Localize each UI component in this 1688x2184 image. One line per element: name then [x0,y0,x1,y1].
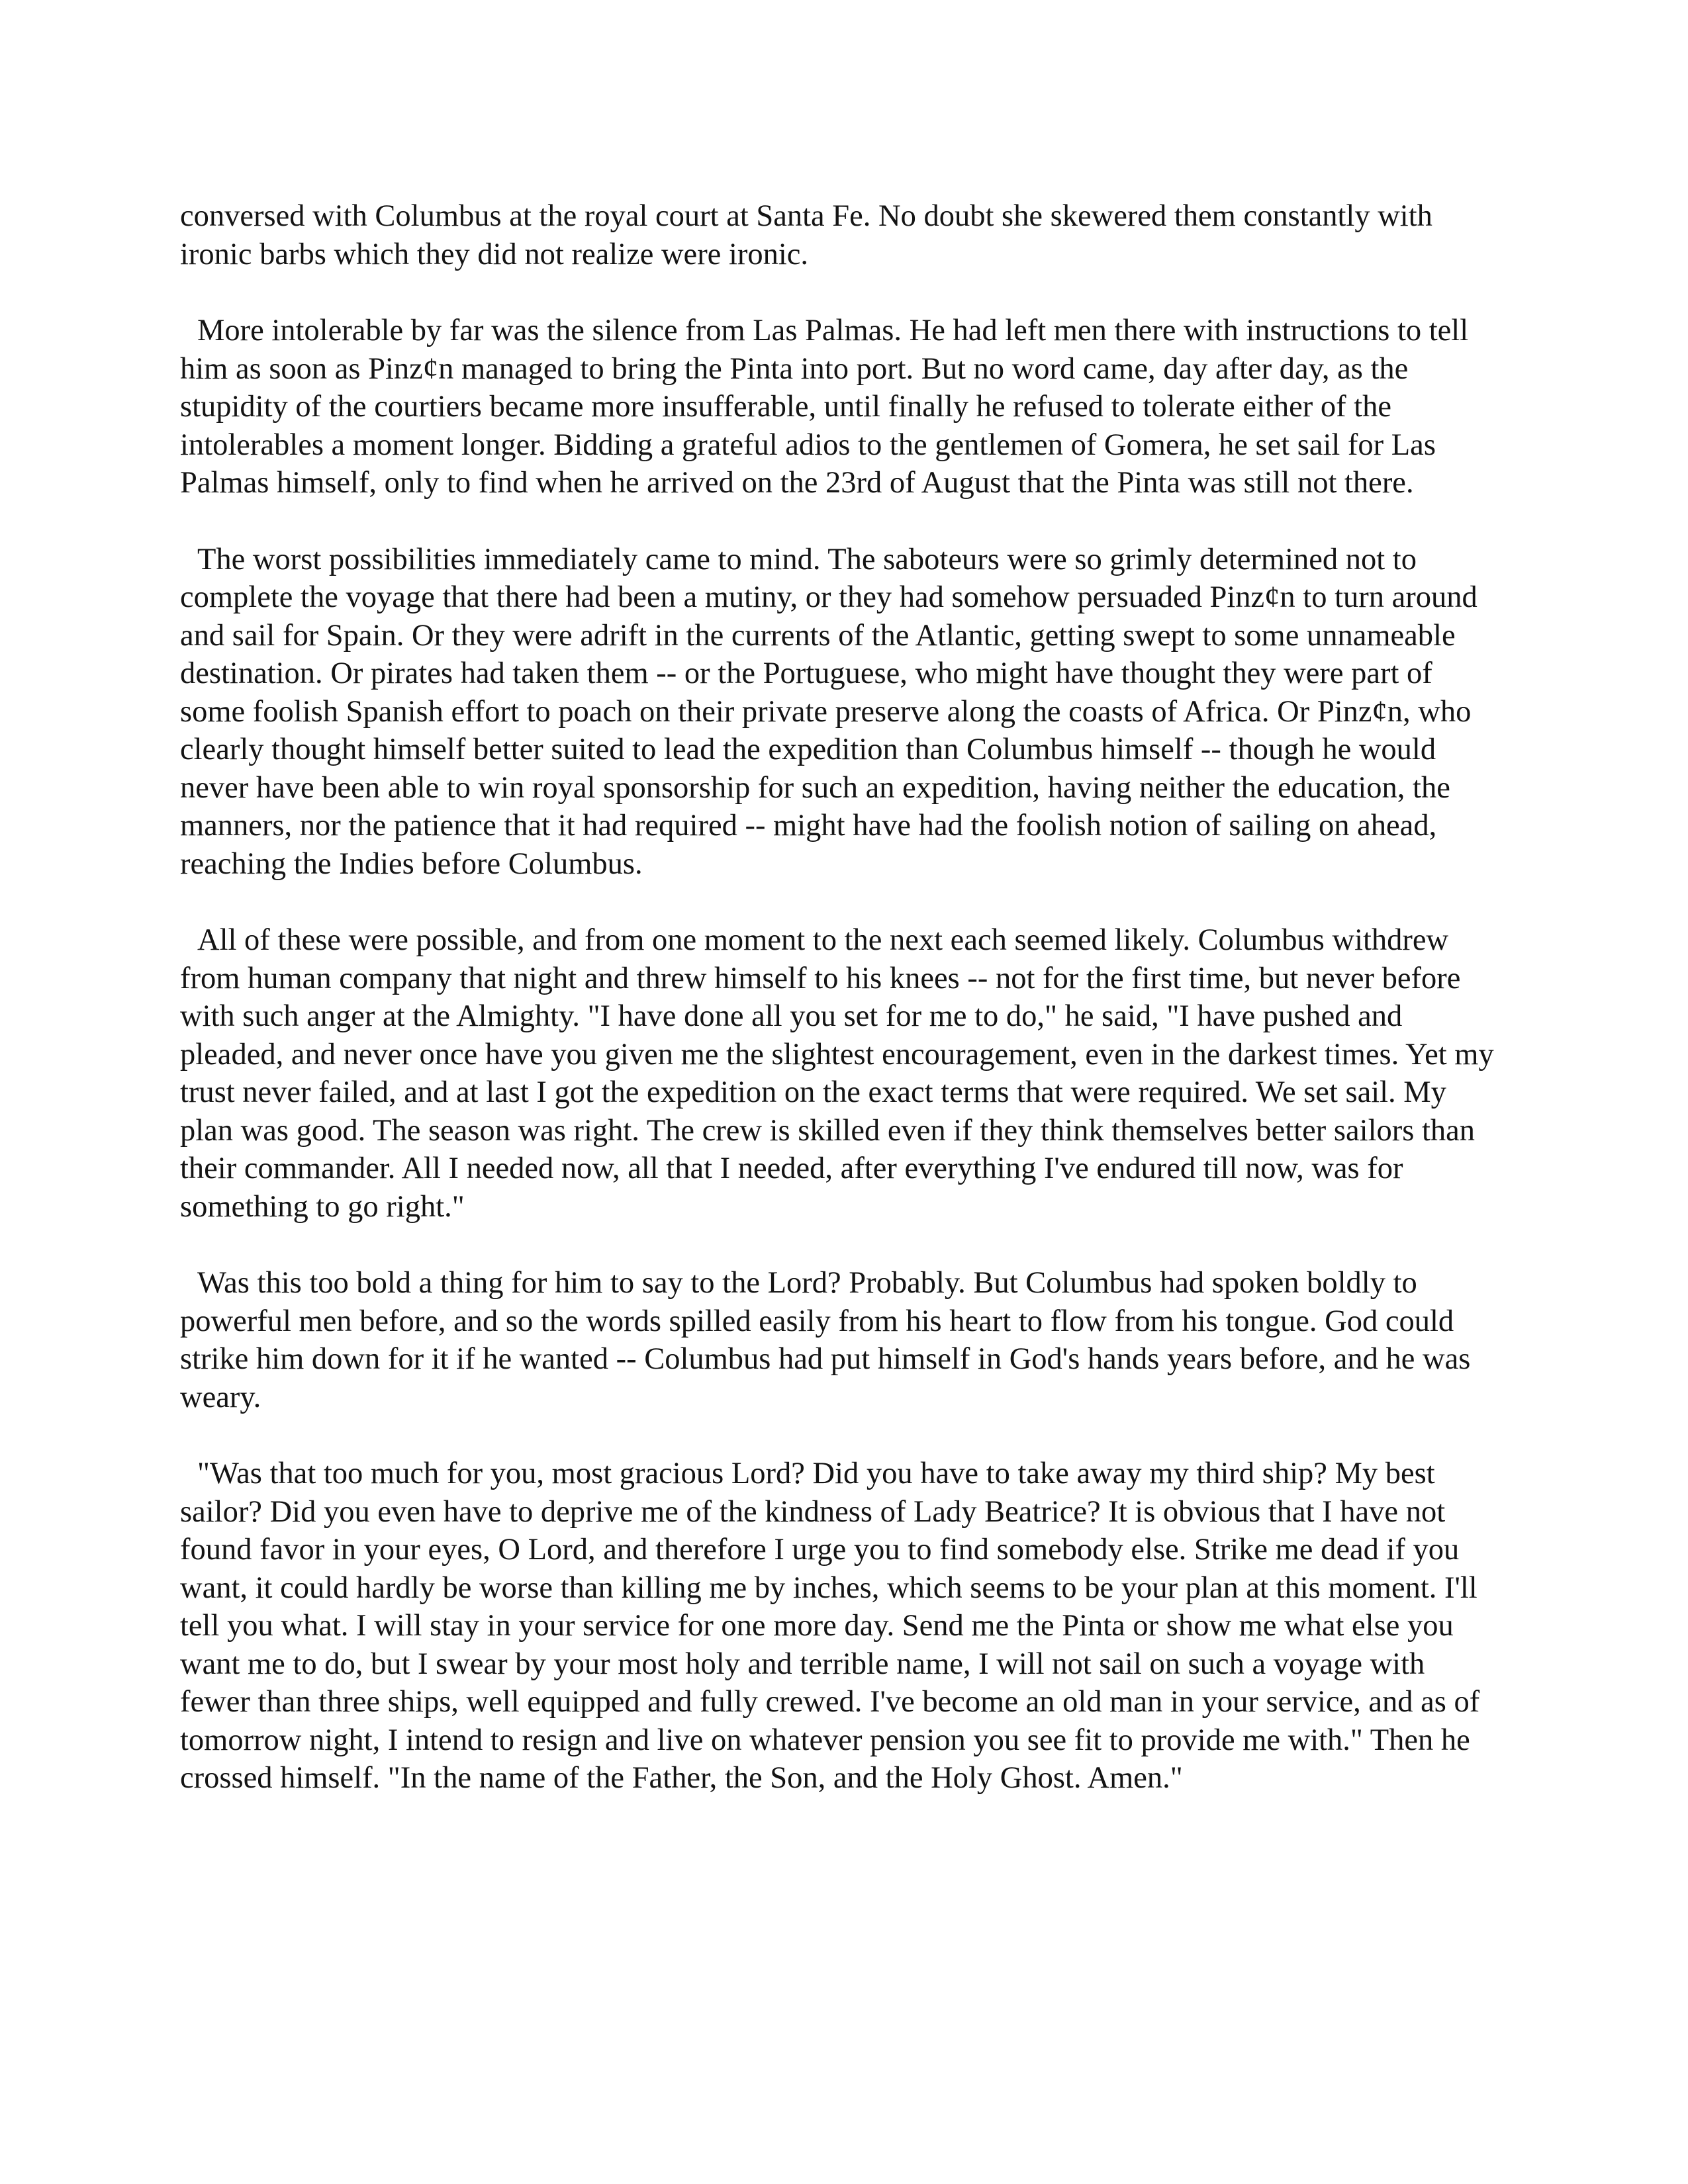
paragraph-6: "Was that too much for you, most gracious Lord? Did you have to take away my third ship? My best sailor? Did you even have to deprive me of the kindness of Lady Beatrice? It is obvious that I have not found favor in your eyes, O Lord, and therefore I urge you to find somebody else. Strike me dead if you want, it could hardly be worse than killing me by inches, which seems to be your plan at this moment. I'll tell you what. I will stay in your service for one more day. Send me the Pinta or show me what else you want me to do, but I swear by your most holy and terrible name, I will not sail on such a voyage with fewer than three ships, well equipped and fully crewed. I've become an old man in your service, and as of tomorrow night, I intend to resign and live on whatever pension you see fit to provide me with." Then he crossed himself. "In the name of the Father, the Son, and the Holy Ghost. Amen." [180,1457,1487,1795]
paragraph-3: The worst possibilities immediately came to mind. The saboteurs were so grimly determined not to complete the voyage that there had been a mutiny, or they had somehow persuaded Pinz¢n to turn around and sail for Spain. Or they were adrift in the currents of the Atlantic, getting swept to some unnameable destination. Or pirates had taken them -- or the Portuguese, who might have thought they were part of some foolish Spanish effort to poach on their private preserve along the coasts of Africa. Or Pinz¢n, who clearly thought himself better suited to lead the expedition than Columbus himself -- though he would never have been able to win royal sponsorship for such an expedition, having neither the education, the manners, nor the patience that it had required -- might have had the foolish notion of sailing on ahead, reaching the Indies before Columbus. [180,542,1485,881]
paragraph-2: More intolerable by far was the silence from Las Palmas. He had left men there with instructions to tell him as soon as Pinz¢n managed to bring the Pinta into port. But no word came, day after day, as the stupidity of the courtiers became more insufferable, until finally he refused to tolerate either of the intolerables a moment longer. Bidding a grateful adios to the gentlemen of Gomera, he set sail for Las Palmas himself, only to find when he arrived on the 23rd of August that the Pinta was still not there. [180,314,1476,500]
paragraph-4: All of these were possible, and from one moment to the next each seemed likely. Columbus withdrew from human company that night and threw himself to his knees -- not for the first time, but never before with such anger at the Almighty. "I have done all you set for me to do," he said, "I have pushed and pleaded, and never once have you given me the slightest encouragement, even in the darkest times. Yet my trust never failed, and at last I got the expedition on the exact terms that were required. We set sail. My plan was good. The season was right. The crew is skilled even if they think themselves better sailors than their commander. All I needed now, all that I needed, after everything I've endured till now, was for something to go right." [180,923,1502,1224]
body-text [180,197,1502,1836]
paragraph-1: conversed with Columbus at the royal court at Santa Fe. No doubt she skewered them constantly with ironic barbs which they did not realize were ironic. [180,199,1440,271]
paragraph-5: Was this too bold a thing for him to say to the Lord? Probably. But Columbus had spoken boldly to powerful men before, and so the words spilled easily from his heart to flow from his tongue. God could strike him down for it if he wanted -- Columbus had put himself in God's hands years before, and he was weary. [180,1266,1478,1414]
